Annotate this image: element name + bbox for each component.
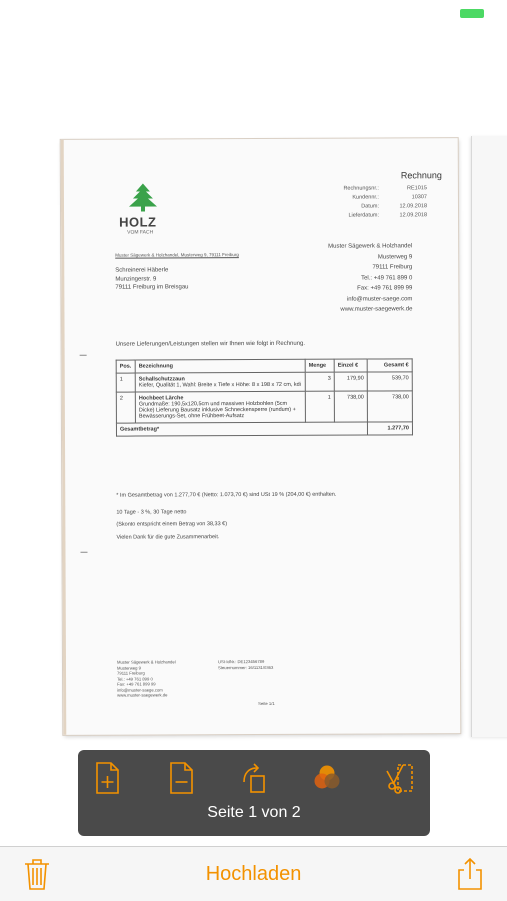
address-line: Muster Sägewerk & Holzhandel bbox=[328, 243, 413, 250]
logo-brand: HOLZ bbox=[119, 214, 157, 230]
skonto-note: (Skonto entspricht einem Betrag von 38,33 €) bbox=[116, 521, 228, 528]
footer-line: info@muster-saege.com bbox=[117, 686, 163, 693]
meta-row bbox=[309, 193, 427, 203]
meta-key: Datum: bbox=[361, 203, 380, 210]
company-logo bbox=[119, 183, 169, 235]
invoice-intro: Unsere Lieferungen/Leistungen stellen wir Ihnen wie folgt in Rechnung. bbox=[115, 340, 306, 348]
company-address bbox=[328, 241, 412, 315]
table-row bbox=[116, 391, 412, 423]
recipient-address bbox=[115, 266, 188, 292]
row-title: Schallschutzzaun bbox=[138, 376, 185, 383]
footer-line: Muster Sägewerk & Holzhandel bbox=[116, 659, 176, 665]
page-indicator: Seite 1 von 2 bbox=[207, 804, 301, 821]
address-line: Musterweg 9 bbox=[377, 253, 413, 260]
page-edge bbox=[61, 140, 67, 735]
row-total: 738,00 bbox=[367, 391, 412, 422]
row-title: Hochbeet Lärche bbox=[138, 395, 184, 402]
color-filter-icon[interactable] bbox=[310, 760, 344, 796]
address-line: Fax: +49 761 899 99 bbox=[357, 285, 413, 292]
total-value: 1.277,70 bbox=[367, 422, 412, 435]
address-line: www.muster-saegewerk.de bbox=[340, 306, 413, 313]
payment-terms: 10 Tage - 3 %, 30 Tage netto bbox=[116, 509, 187, 516]
address-line: Munzingerstr. 9 bbox=[115, 275, 157, 283]
footer-line: Tel.: +49 761 899 0 bbox=[117, 675, 153, 682]
table-header: Bezeichnung bbox=[135, 359, 305, 373]
row-description bbox=[135, 391, 305, 423]
upload-button[interactable]: Hochladen bbox=[205, 863, 302, 885]
next-page-preview[interactable] bbox=[471, 136, 507, 737]
meta-value: 12.09.2018 bbox=[399, 203, 428, 210]
total-label: Gesamtbetrag* bbox=[116, 422, 367, 436]
scanned-document-page bbox=[61, 138, 461, 735]
row-unit: 179,90 bbox=[334, 372, 367, 391]
tax-note: * Im Gesamtbetrag von 1.277,70 € (Netto: 1.073,70 €) sind USt 19 % (204,00 €) enthalten. bbox=[116, 491, 337, 499]
address-line: 79111 Freiburg im Breisgau bbox=[115, 284, 189, 291]
footer-line: www.muster-saegewerk.de bbox=[117, 692, 168, 698]
row-detail: Kiefer, Qualität 1, Wahl: Breite x Tiefe x Höhe: 8 x 198 x 72 cm, kdi bbox=[138, 381, 301, 389]
invoice-meta bbox=[309, 184, 427, 221]
battery-indicator bbox=[460, 9, 484, 18]
meta-value: 10307 bbox=[411, 194, 427, 201]
footer-tax-ids bbox=[218, 659, 273, 670]
remove-page-icon[interactable] bbox=[164, 760, 198, 796]
meta-row bbox=[309, 211, 427, 221]
footer-line: 79111 Freiburg bbox=[117, 670, 145, 676]
row-qty: 3 bbox=[305, 372, 334, 391]
meta-key: Kundennr.: bbox=[352, 194, 379, 201]
meta-row bbox=[309, 202, 427, 212]
invoice-title: Rechnung bbox=[400, 170, 442, 181]
fold-mark bbox=[80, 355, 87, 356]
table-header: Menge bbox=[305, 359, 334, 372]
table-header: Pos. bbox=[116, 360, 135, 373]
table-header: Gesamt € bbox=[367, 359, 412, 372]
footer-line: Fax: +49 761 899 99 bbox=[117, 681, 156, 687]
share-icon[interactable] bbox=[455, 857, 485, 891]
address-line: info@muster-saege.com bbox=[346, 295, 413, 303]
footer-company bbox=[117, 659, 176, 698]
address-line: 79111 Freiburg bbox=[372, 264, 413, 271]
bottom-bar bbox=[0, 846, 507, 901]
row-unit: 738,00 bbox=[334, 391, 367, 422]
row-pos: 2 bbox=[116, 392, 135, 423]
tree-icon bbox=[123, 183, 163, 211]
fold-mark bbox=[81, 552, 88, 553]
thanks-note: Vielen Dank für die gute Zusammenarbeit. bbox=[116, 534, 220, 541]
row-pos: 1 bbox=[116, 373, 135, 392]
footer-line: USt-IdNr.: DE123456789 bbox=[217, 658, 265, 665]
row-qty: 1 bbox=[305, 391, 334, 422]
address-line: Tel.: +49 761 899 0 bbox=[361, 274, 413, 282]
meta-key: Lieferdatum: bbox=[348, 212, 380, 219]
table-header: Einzel € bbox=[334, 359, 367, 372]
footer-line: Steuernummer: 16/1131/0363 bbox=[217, 664, 274, 670]
crop-icon[interactable] bbox=[383, 760, 417, 796]
add-page-icon[interactable] bbox=[90, 760, 124, 796]
row-description bbox=[135, 372, 305, 392]
row-total: 539,70 bbox=[367, 372, 412, 391]
logo-subtitle: VOM FACH bbox=[127, 229, 154, 236]
invoice-table bbox=[116, 358, 414, 483]
table-row bbox=[116, 372, 412, 392]
sender-line: Muster Sägewerk & Holzhandel, Musterweg 9, 79111 Freiburg bbox=[115, 252, 239, 258]
rotate-icon[interactable] bbox=[237, 760, 271, 796]
meta-row bbox=[309, 184, 427, 194]
meta-value: 12.09.2018 bbox=[399, 212, 428, 219]
address-line: Schreinerei Häberle bbox=[115, 267, 169, 274]
document-page-number: Seite 1/1 bbox=[258, 700, 275, 707]
table-total-row bbox=[116, 422, 412, 436]
meta-key: Rechnungsnr.: bbox=[343, 185, 379, 192]
meta-value: RE1015 bbox=[407, 185, 427, 192]
footer-line: Musterweg 9 bbox=[116, 665, 142, 671]
edit-toolbar bbox=[78, 750, 430, 836]
row-detail: Grundmaße: 190,5x120,5cm und massiven Holzbohlen (5cm Dicke) Lieferung Bausatz inklusive Schneckensperre (rundum) + Bewässerungs-Set, ohne Frühbeet-Aufsatz bbox=[138, 400, 296, 420]
